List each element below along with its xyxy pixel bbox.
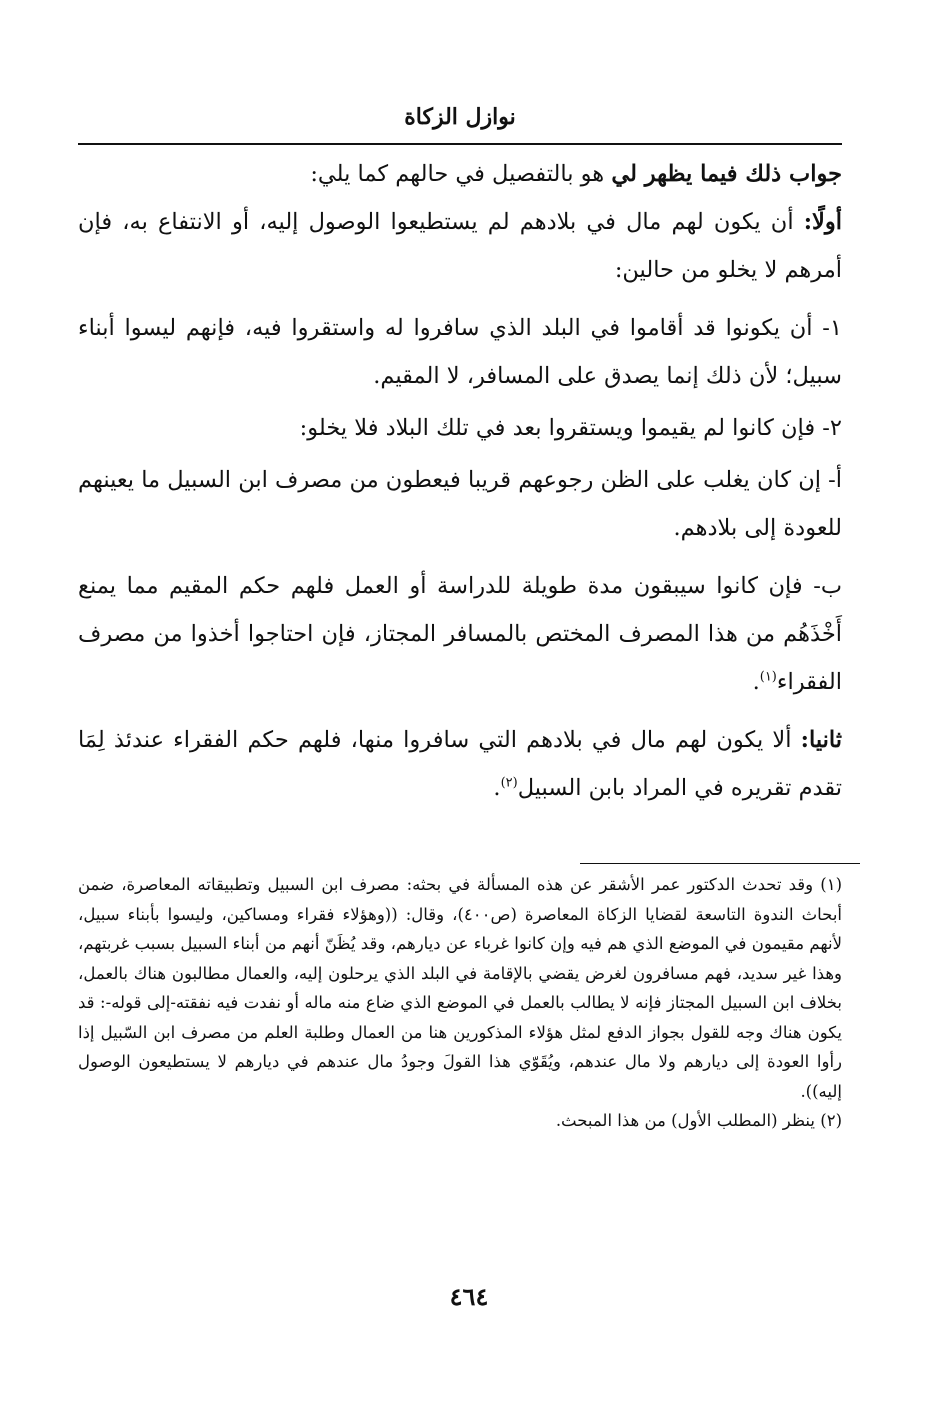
page-number: ٤٦٤ [449, 1282, 489, 1311]
case-2-paragraph: ٢- فإن كانوا لم يقيموا ويستقروا بعد في تلك البلاد فلا يخلو: [299, 415, 842, 441]
case-2b-end: . [752, 669, 760, 695]
case-2a-paragraph: أ- إن كان يغلب على الظن رجوعهم قريبا فيعطون من مصرف ابن السبيل ما يعينهم للعودة إلى بلادهم. [78, 467, 842, 541]
footnote-1-number: (١) [820, 875, 842, 894]
second-label: ثانيا: [800, 727, 842, 753]
intro-rest: هو بالتفصيل في حالهم كما يلي: [310, 161, 612, 187]
intro-bold: جواب ذلك فيما يظهر لي [611, 161, 842, 187]
case-2b-text: ب- فإن كانوا سيبقون مدة طويلة للدراسة أو العمل فلهم حكم المقيم مما يمنع أَخْذَهُم من هذا المصرف المختص بالمسافر المجتاز، فإن احتاجوا أخذوا من مصرف الفقراء [78, 573, 842, 695]
footnote-1 [78, 870, 842, 1106]
footnote-ref-2: (٢) [500, 775, 518, 791]
footnote-ref-1: (١) [759, 669, 777, 685]
first-label: أولًا: [803, 209, 842, 235]
header-rule [78, 143, 842, 145]
first-text: أن يكون لهم مال في بلادهم لم يستطيعوا الوصول إليه، أو الانتفاع به، فإن أمرهم لا يخلو من حالين: [78, 209, 842, 283]
footnote-2 [78, 1106, 842, 1136]
second-text: ألا يكون لهم مال في بلادهم التي سافروا منها، فلهم حكم الفقراء عندئذ لِمَا تقدم تقريره في المراد بابن السبيل [78, 727, 842, 801]
main-text [78, 150, 842, 812]
footnote-2-number: (٢) [820, 1111, 842, 1130]
second-case-paragraph [78, 716, 842, 812]
footnotes [78, 870, 842, 1136]
footnote-1-text: وقد تحدث الدكتور عمر الأشقر عن هذه المسألة في بحثه: مصرف ابن السبيل وتطبيقاته المعاصرة، ضمن أبحاث الندوة التاسعة لقضايا الزكاة المعاصرة (ص٤٠٠)، وقال: ((وهؤلاء فقراء ومساكين، وليسوا بأبناء سبيل، لأنهم مقيمون في الموضع الذي هم فيه وإن كانوا غرباء عن ديارهم، وقد يُظَنّ أنهم من أبناء السبيل بسبب غربتهم، وهذا غير سديد، فهم مسافرون لغرض يقضي بالإقامة في البلد الذي يرحلون إليه، والعمال مطالبون هناك بالعمل، بخلاف ابن السبيل المجتاز فإنه لا يطالب بالعمل في الموضع الذي ضاع منه ماله أو نفدت فيه نفقته-إلى قوله-: قد يكون هناك وجه للقول بجواز الدفع لمثل هؤلاء المذكورين هنا من العمال وطلبة العلم من مصرف ابن السّبيل إذا رأوا العودة إلى ديارهم ولا مال عندهم، ويُقَوّي هذا القولَ وجودُ مال عندهم في ديارهم لا يستطيعون الوصول إليه)). [78, 875, 843, 1101]
intro-paragraph [78, 150, 842, 198]
running-head: نوازل الزكاة [404, 104, 516, 130]
second-end: . [493, 775, 501, 801]
first-case-paragraph [78, 198, 842, 294]
case-2b-paragraph [78, 562, 842, 706]
case-1-paragraph: ١- أن يكونوا قد أقاموا في البلد الذي سافروا له واستقروا فيه، فإنهم ليسوا أبناء سبيل؛ لأن ذلك إنما يصدق على المسافر، لا المقيم. [78, 315, 842, 389]
footnote-rule [580, 863, 860, 864]
footnote-2-text: ينظر (المطلب الأول) من هذا المبحث. [555, 1111, 821, 1130]
